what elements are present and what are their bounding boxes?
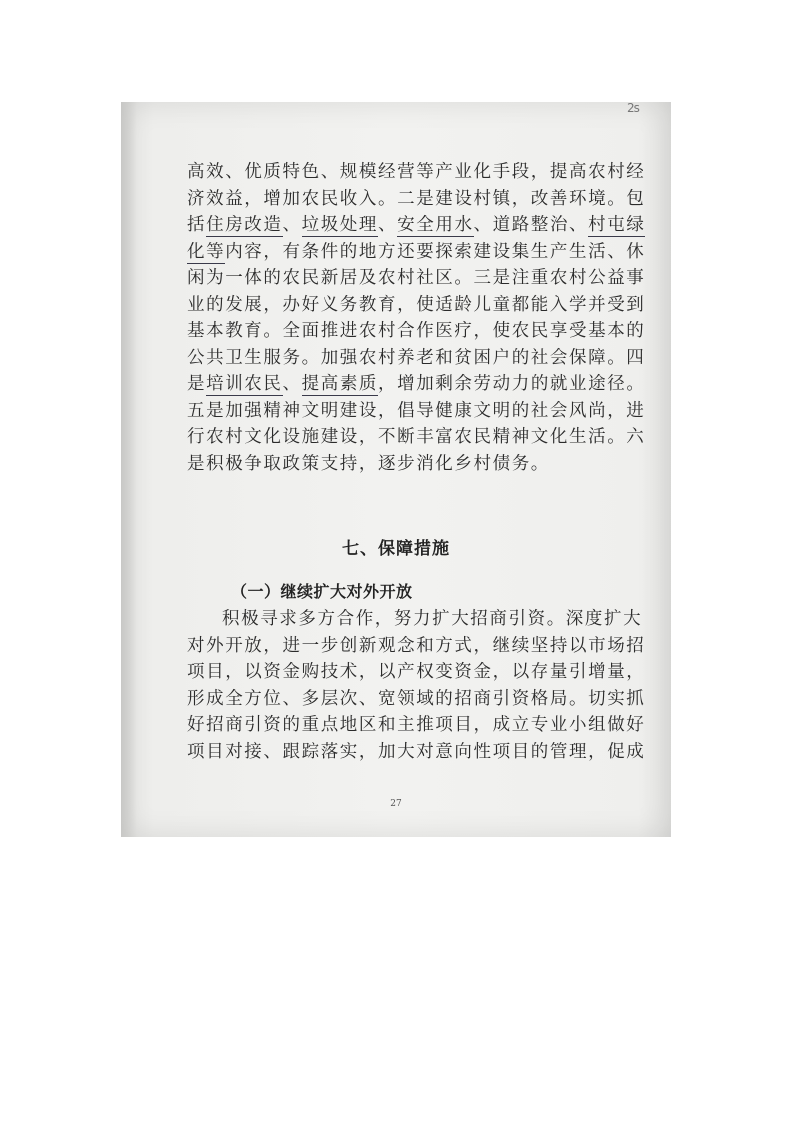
scanned-page-photo [121,102,671,837]
paragraph-line: 好招商引资的重点地区和主推项目，成立专业小组做好 [187,715,646,735]
paragraph-line: 积极寻求多方合作，努力扩大招商引资。深度扩大 [222,609,643,629]
line-text: 、道路整治、 [473,215,589,235]
paragraph-line: 基本教育。全面推进农村合作医疗，使农民享受基本的 [187,321,646,341]
handwritten-underline: 住房改造 [206,215,283,235]
line-text: ，增加剩余劳动力的就业途径。 [378,374,646,394]
handwritten-underline: 化等 [187,241,226,262]
corner-handwritten-mark: 2s [627,102,639,115]
paragraph-line: 行农村文化设施建设，不断丰富农民精神文化生活。六 [187,427,646,447]
paragraph-line: 公共卫生服务。加强农村养老和贫困户的社会保障。四 [187,347,646,368]
line-text: 、 [378,215,398,235]
line-text: 是 [187,374,207,394]
handwritten-underline: 安全用水 [397,215,474,235]
paragraph-line: 闲为一体的农民新居及农村社区。三是注重农村公益事 [187,268,646,288]
paragraph-line: 对外开放，进一步创新观念和方式，继续坚持以市场招 [187,635,646,656]
paragraph-line: 是积极争取政策支持，逐步消化乡村债务。 [187,453,550,474]
paragraph-line [187,239,646,266]
paragraph-line: 业的发展，办好义务教育，使适龄儿童都能入学并受到 [187,294,646,315]
paragraph-line: 高效、优质特色、规模经营等产业化手段，提高农村经 [187,162,646,182]
paragraph-line: 项目对接、跟踪落实，加大对意向性项目的管理，促成 [187,741,646,762]
handwritten-underline: 村屯绿 [588,215,646,235]
subsection-heading: （一）继续扩大对外开放 [231,582,413,601]
body-paragraph-2 [187,606,646,765]
line-text: 括 [187,215,207,235]
line-text: 内容，有条件的地方还要探索建设集生产生活、休 [225,241,646,262]
line-text: 、 [282,374,302,394]
body-paragraph-1 [187,159,646,477]
page-shadow-edge [121,102,137,837]
paragraph-line: 济效益，增加农民收入。二是建设村镇，改善环境。包 [187,188,646,209]
handwritten-underline: 培训农民 [206,374,283,394]
paragraph-line: 形成全方位、多层次、宽领域的招商引资格局。切实抓 [187,688,646,709]
paragraph-line [187,371,646,398]
handwritten-underline: 垃圾处理 [301,215,379,235]
paragraph-line [187,212,646,239]
page-number: 27 [390,799,402,809]
handwritten-underline: 提高素质 [301,374,379,394]
paragraph-line: 五是加强精神文明建设，倡导健康文明的社会风尚，进 [187,400,646,421]
line-text: 、 [282,215,302,235]
section-heading: 七、保障措施 [342,539,450,559]
paragraph-line: 项目，以资金购技术，以产权变资金，以存量引增量， [187,662,646,682]
